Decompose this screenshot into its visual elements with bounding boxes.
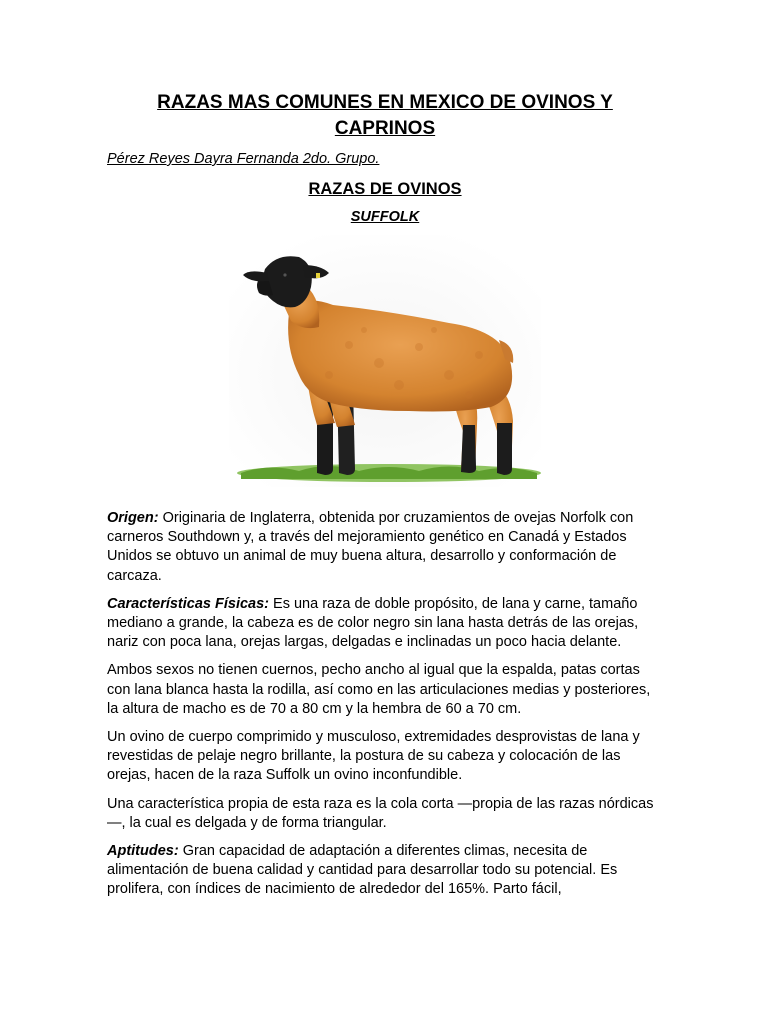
- breed-name: SUFFOLK: [350, 209, 420, 225]
- paragraph-text: Gran capacidad de adaptación a diferentes climas, necesita de alimentación de buena calidad y cantidad para desarrollar todo su potencial. Es prolifera, con índices de nacimiento de alrededor del 165%. Parto fácil,: [107, 843, 618, 898]
- paragraph-label: Características Físicas:: [107, 595, 270, 612]
- paragraph-text: Originaria de Inglaterra, obtenida por cruzamientos de ovejas Norfolk con carneros Southdown y, a través del mejoramiento genético en Canadá y Estados Unidos se obtuvo un animal de muy buena altura, desarrollo y conformación de carcaza.: [107, 510, 634, 584]
- paragraph-aptitudes: [107, 842, 663, 900]
- paragraph-text: Ambos sexos no tienen cuernos, pecho ancho al igual que la espalda, patas cortas con lana blanca hasta la rodilla, así como en las articulaciones medias y posteriores, la altura de macho es de 70 a 80 cm y la hembra de 60 a 70 cm.: [107, 662, 651, 717]
- document-title: RAZAS MAS COMUNES EN MEXICO DE OVINOS Y CAPRINOS: [157, 92, 613, 139]
- paragraph-text: Es una raza de doble propósito, de lana y carne, tamaño mediano a grande, la cabeza es de color negro sin lana hasta detrás de las orejas, nariz con poca lana, orejas largas, delgadas e inclinadas un poco hacia delante.: [107, 595, 639, 651]
- author-line: Pérez Reyes Dayra Fernanda 2do. Grupo.: [107, 151, 380, 167]
- section-heading: RAZAS DE OVINOS: [308, 180, 462, 198]
- paragraph-origen: [107, 509, 663, 586]
- paragraph-text: Una característica propia de esta raza es la cola corta —propia de las razas nórdicas—, la cual es delgada y de forma triangular.: [107, 795, 654, 831]
- paragraph-label: Aptitudes:: [107, 843, 179, 860]
- suffolk-sheep-image: [229, 235, 541, 487]
- paragraph-caracteristicas: [107, 595, 663, 653]
- paragraph-cola: [107, 795, 663, 833]
- paragraph-label: Origen:: [107, 510, 159, 526]
- paragraph-cuerpo: [107, 728, 663, 786]
- paragraph-text: Un ovino de cuerpo comprimido y musculoso, extremidades desprovistas de lana y revestidas de pelaje negro brillante, la postura de su cabeza y colocación de las orejas, hacen de la raza Suffolk un ovino inconfundible.: [107, 729, 640, 784]
- paragraph-ambos-sexos: [107, 661, 663, 719]
- document-page: [107, 90, 663, 909]
